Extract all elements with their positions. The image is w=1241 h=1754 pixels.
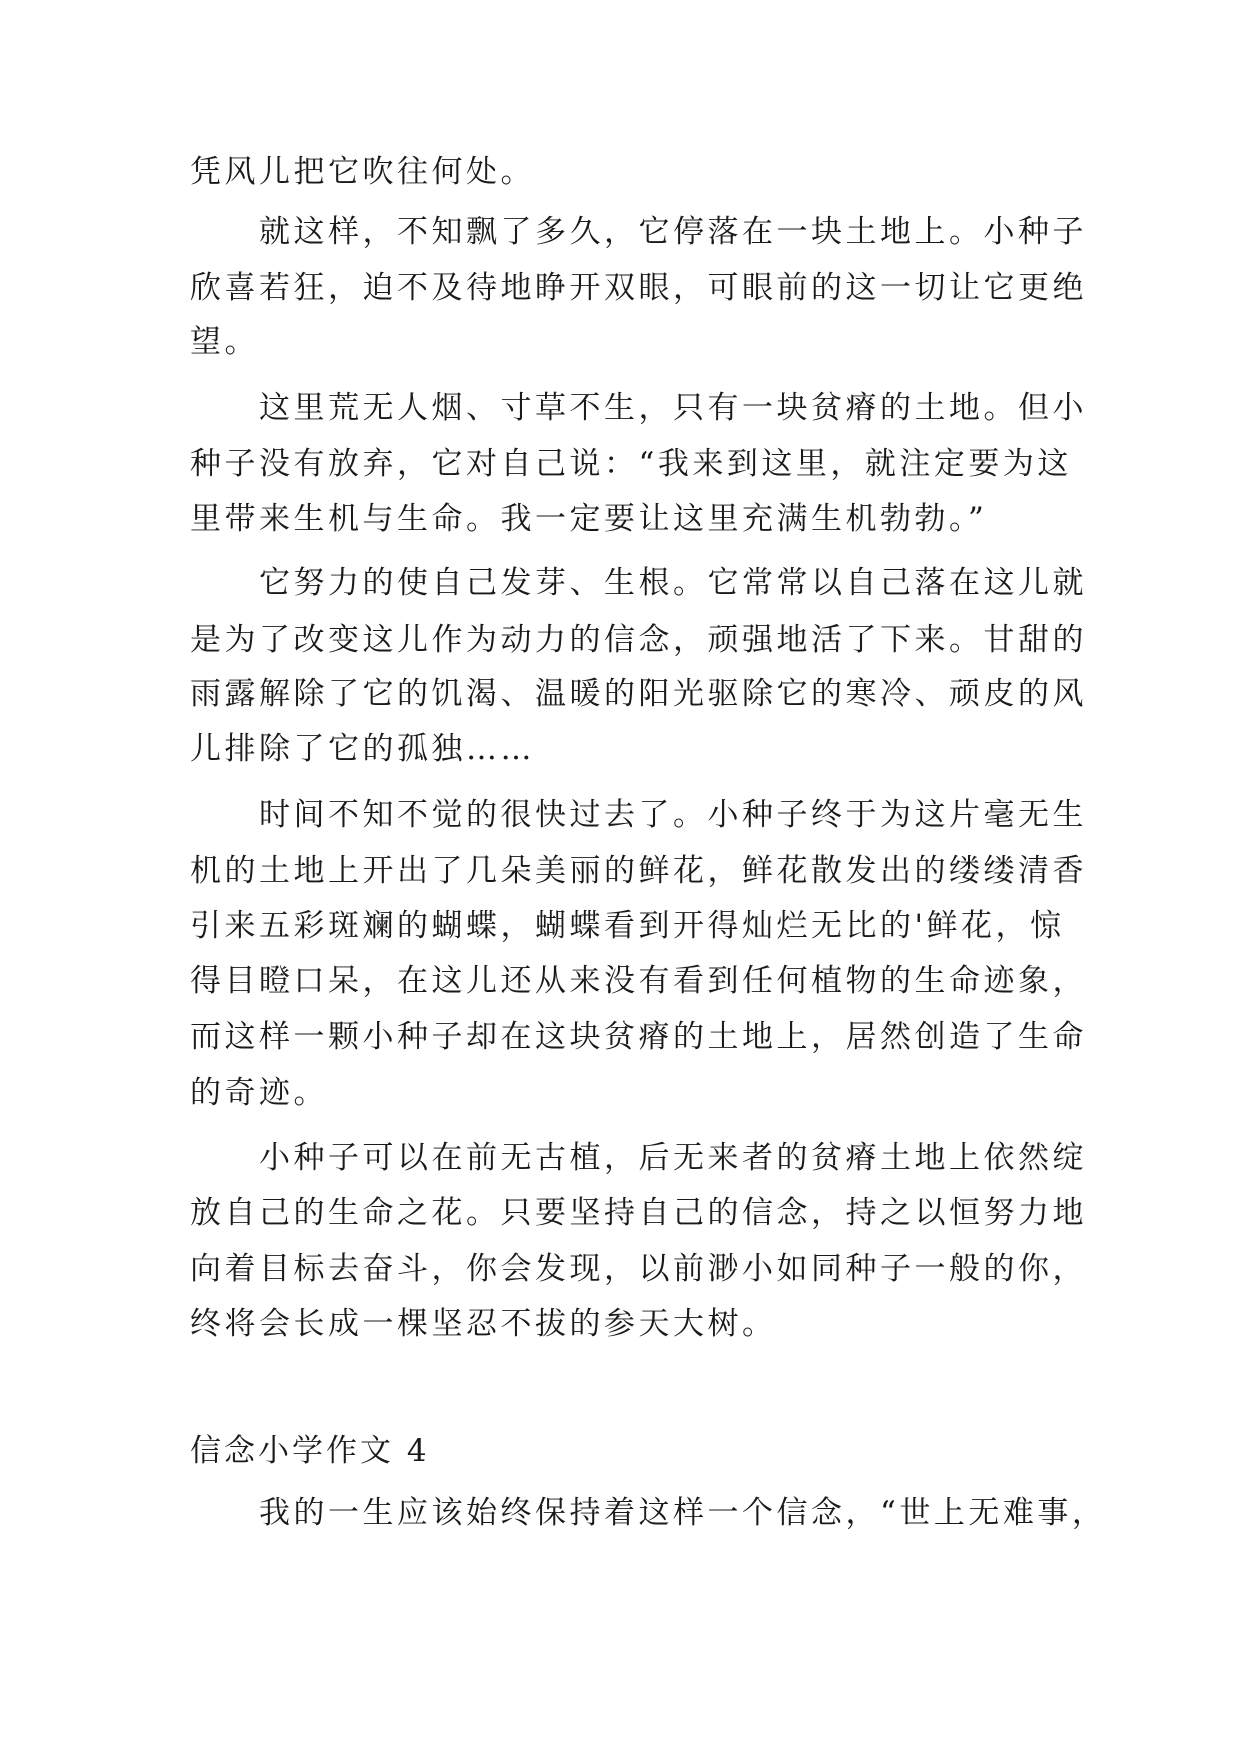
text-line: 它努力的使自己发芽、生根。它常常以自己落在这儿就 xyxy=(190,565,1087,601)
text-line: 而这样一颗小种子却在这块贫瘠的土地上，居然创造了生命 xyxy=(190,1019,1087,1055)
text-line: 凭风儿把它吹往何处。 xyxy=(190,154,535,190)
text-line: 时间不知不觉的很快过去了。小种子终于为这片毫无生 xyxy=(190,797,1087,833)
text-line: 引来五彩斑斓的蝴蝶，蝴蝶看到开得灿烂无比的'鲜花，惊 xyxy=(190,908,1065,944)
section-heading: 信念小学作文 4 xyxy=(190,1433,430,1469)
text-line: 向着目标去奋斗，你会发现，以前渺小如同种子一般的你， xyxy=(190,1251,1087,1287)
text-line: 我的一生应该始终保持着这样一个信念，“世上无难事， xyxy=(190,1495,1107,1531)
text-line: 机的土地上开出了几朵美丽的鲜花，鲜花散发出的缕缕清香 xyxy=(190,853,1087,889)
text-line: 里带来生机与生命。我一定要让这里充满生机勃勃。” xyxy=(190,501,988,537)
text-line: 放自己的生命之花。只要坚持自己的信念，持之以恒努力地 xyxy=(190,1195,1087,1231)
text-line: 种子没有放弃，它对自己说：“我来到这里，就注定要为这 xyxy=(190,446,1072,482)
text-line: 望。 xyxy=(190,324,259,360)
text-line: 得目瞪口呆，在这儿还从来没有看到任何植物的生命迹象， xyxy=(190,963,1087,999)
text-line: 欣喜若狂，迫不及待地睁开双眼，可眼前的这一切让它更绝 xyxy=(190,270,1087,306)
text-line: 这里荒无人烟、寸草不生，只有一块贫瘠的土地。但小 xyxy=(190,390,1087,426)
text-line: 雨露解除了它的饥渴、温暖的阳光驱除它的寒冷、顽皮的风 xyxy=(190,676,1087,712)
text-line: 就这样，不知飘了多久，它停落在一块土地上。小种子 xyxy=(190,214,1087,250)
text-line: 是为了改变这儿作为动力的信念，顽强地活了下来。甘甜的 xyxy=(190,622,1087,658)
text-line: 儿排除了它的孤独…… xyxy=(190,731,535,767)
text-line: 小种子可以在前无古植，后无来者的贫瘠土地上依然绽 xyxy=(190,1140,1087,1176)
text-line: 的奇迹。 xyxy=(190,1075,328,1111)
text-line: 终将会长成一棵坚忍不拔的参天大树。 xyxy=(190,1306,777,1342)
